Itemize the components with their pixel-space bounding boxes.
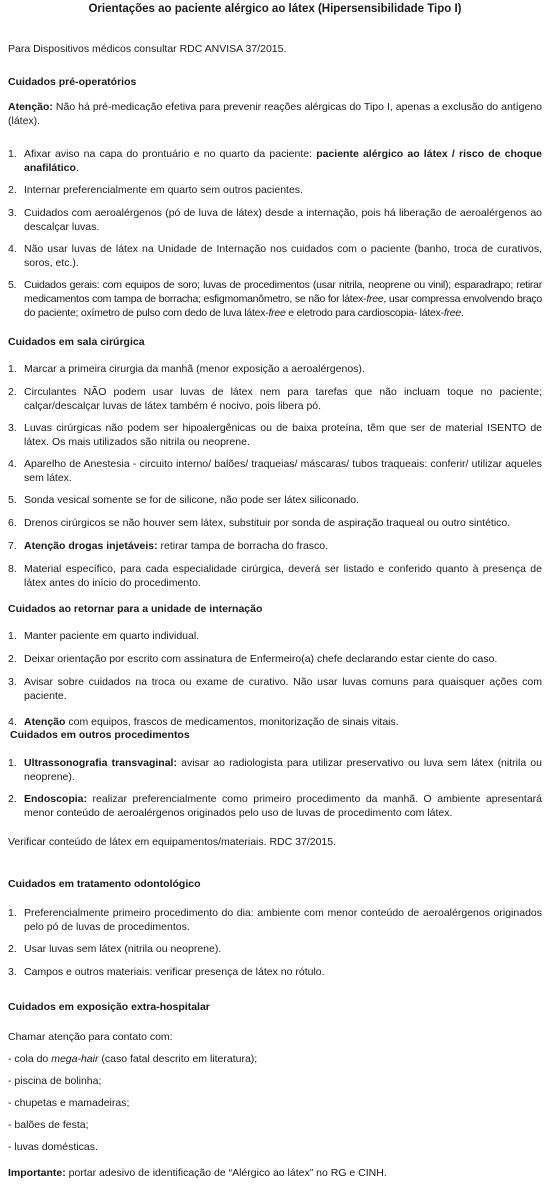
extra-item: - chupetas e mamadeiras; xyxy=(8,1097,130,1109)
list-item: 2. Deixar orientação por escrito com assinatura de Enfermeiro(a) chefe declarando estar ciente do caso. xyxy=(8,653,498,665)
section-heading-other-procedures: Cuidados em outros procedimentos xyxy=(10,729,190,741)
intro-paragraph: Para Dispositivos médicos consultar RDC ANVISA 37/2015. xyxy=(8,43,287,55)
list-item: 2. Endoscopia: realizar preferencialmente como primeiro procedimento da manhã. O ambiente apresentará menor conteúdo de aeroalérgenos originados pelo uso de luvas de procedimento com látex. xyxy=(8,793,542,819)
list-item: 4. Atenção com equipos, frascos de medicamentos, monitorização de sinais vitais. xyxy=(8,716,399,728)
list-item: 3. Cuidados com aeroalérgenos (pó de luva de látex) desde a internação, pois há liberação de aeroalérgenos ao descalçar luvas. xyxy=(8,207,542,233)
list-item: 2. Circulantes NÃO podem usar luvas de látex nem para tarefas que não incluam toque no paciente; calçar/descalçar luvas de látex também é nocivo, pois libera pó. xyxy=(8,386,542,412)
list-item: 2. Usar luvas sem látex (nitrila ou neoprene). xyxy=(8,943,222,955)
important-note: Importante: portar adesivo de identificação de “Alérgico ao látex” no RG e CINH. xyxy=(8,1167,387,1179)
list-item: 4. Aparelho de Anestesia - circuito interno/ balões/ traqueias/ máscaras/ tubos traqueais: conferir/ utilizar aqueles sem látex. xyxy=(8,458,542,484)
section-heading-preop: Cuidados pré-operatórios xyxy=(8,76,137,88)
list-item: 1. Marcar a primeira cirurgia da manhã (menor exposição a aeroalérgenos). xyxy=(8,363,365,375)
return-list xyxy=(8,629,542,729)
extra-item: - piscina de bolinha; xyxy=(8,1075,102,1087)
list-item: 6. Drenos cirúrgicos se não houver sem látex, substituir por sonda de aspiração traqueal ou outro sintético. xyxy=(8,517,511,529)
page-title: Orientações ao paciente alérgico ao látex (Hipersensibilidade Tipo I) xyxy=(88,3,462,15)
list-item: 5. Sonda vesical somente se for de silicone, não pode ser látex siliconado. xyxy=(8,494,360,506)
extra-intro: Chamar atenção para contato com: xyxy=(8,1031,173,1043)
list-item: 3. Luvas cirúrgicas não podem ser hipoalergênicas ou de baixa proteína, têm que ser de material ISENTO de látex. Os mais utilizados são nitrila ou neoprene. xyxy=(8,422,542,448)
list-item: 1. Manter paciente em quarto individual. xyxy=(8,630,200,642)
attention-label: Atenção: xyxy=(8,101,53,113)
extra-item: - cola do mega-hair (caso fatal descrito em literatura); xyxy=(8,1053,258,1065)
list-item: 8. Material específico, para cada especialidade cirúrgica, deverá ser listado e conferido quanto à presença de látex antes do início do procedimento. xyxy=(8,563,542,589)
list-item: 3. Campos e outros materiais: verificar presença de látex no rótulo. xyxy=(8,966,325,978)
section-heading-return: Cuidados ao retornar para a unidade de internação xyxy=(8,603,263,615)
extra-item: - luvas domésticas. xyxy=(8,1141,98,1153)
section-heading-extra: Cuidados em exposição extra-hospitalar xyxy=(8,1001,210,1013)
dental-list xyxy=(8,906,542,979)
list-item: 7. Atenção drogas injetáveis: retirar tampa de borracha do frasco. xyxy=(8,540,329,552)
list-item: 2. Internar preferencialmente em quarto sem outros pacientes. xyxy=(8,184,303,196)
section-heading-dental: Cuidados em tratamento odontológico xyxy=(8,878,201,890)
list-item: 1. Afixar aviso na capa do prontuário e no quarto da paciente: paciente alérgico ao látex / risco de choque anafilático. xyxy=(8,148,543,174)
list-item: 1. Ultrassonografia transvaginal: avisar ao radiologista para utilizar preservativo ou luva sem látex (nitrila ou neoprene). xyxy=(8,757,542,783)
preop-attention xyxy=(8,100,542,128)
list-item: 3. Avisar sobre cuidados na troca ou exame de curativo. Não usar luvas comuns para quaisquer ações com paciente. xyxy=(8,676,542,702)
list-item: 5. Cuidados gerais: com equipos de soro; luvas de procedimentos (usar nitrila, neoprene ou vinil); esparadrapo; retirar medicamentos com tampa de borracha; esfigmomanômetro, se não for látex-free, usar compressa envolvendo braço do paciente; oxímetro de pulso com dedo de luva látex-free e eletrodo para cardioscopia- látex-free. xyxy=(8,279,543,319)
list-item: 4. Não usar luvas de látex na Unidade de Internação nos cuidados com o paciente (banho, troca de curativos, soros, etc.). xyxy=(8,243,542,269)
other-procedures-list xyxy=(8,756,542,820)
list-item: 1. Preferencialmente primeiro procedimento do dia: ambiente com menor conteúdo de aeroalérgenos originados pelo pó de luvas de procedimentos. xyxy=(8,907,542,933)
latex-check-note: Verificar conteúdo de látex em equipamentos/materiais. RDC 37/2015. xyxy=(8,836,337,848)
attention-text: Não há pré-medicação efetiva para prevenir reações alérgicas do Tipo I, apenas a exclusão do antígeno (látex). xyxy=(8,101,542,127)
section-heading-surgery: Cuidados em sala cirúrgica xyxy=(8,336,145,348)
extra-item: - balões de festa; xyxy=(8,1119,89,1131)
surgery-list xyxy=(8,362,542,590)
preop-list xyxy=(8,147,542,320)
